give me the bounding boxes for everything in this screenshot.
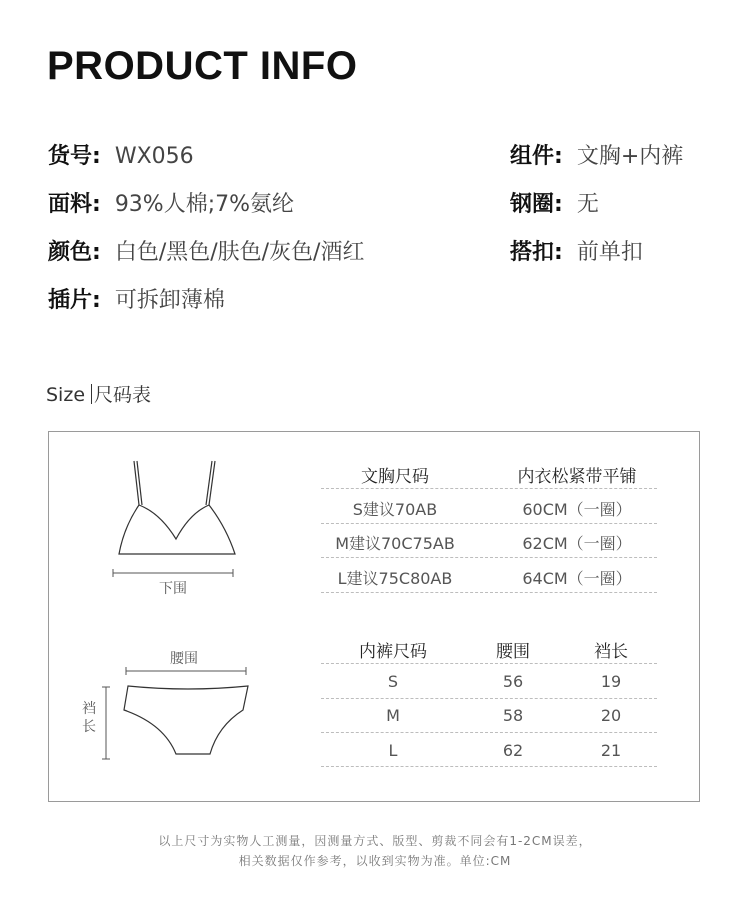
size-heading-zh: 尺码表 — [94, 384, 152, 406]
spec-key: 面料: — [48, 192, 101, 217]
spec-value: 无 — [576, 192, 599, 217]
page-title: PRODUCT INFO — [47, 44, 358, 88]
brief-table-header: 内裤尺码 — [359, 642, 427, 662]
measurement-note-line1: 以上尺寸为实物人工测量，因测量方式、版型、剪裁不同会有1-2CM误差， — [158, 834, 592, 848]
brief-waist-cell: 62 — [502, 741, 524, 760]
bra-size-cell: S建议70AB — [352, 500, 438, 519]
spec-key: 组件: — [510, 144, 563, 169]
spec-item-code — [48, 139, 194, 170]
spec-key: 颜色: — [48, 240, 101, 265]
bra-band-cell: 62CM（一圈） — [522, 534, 632, 553]
brief-rise-label: 裆长 — [82, 701, 96, 735]
measurement-note-line2: 相关数据仅作参考，以收到实物为准。单位:CM — [238, 854, 512, 868]
brief-table-header: 腰围 — [496, 642, 530, 662]
spec-key: 插片: — [48, 288, 101, 313]
bra-band-cell: 64CM（一圈） — [522, 569, 632, 588]
spec-item-color — [48, 235, 364, 266]
bra-band-cell: 60CM（一圈） — [522, 500, 632, 519]
brief-size-cell: S — [387, 672, 399, 691]
spec-value: 文胸+内裤 — [576, 144, 684, 169]
brief-size-cell: L — [388, 741, 398, 760]
divider — [321, 766, 657, 767]
brief-rise-arrow — [101, 687, 111, 759]
spec-item-fabric — [48, 187, 294, 218]
spec-value: 白色/黑色/肤色/灰色/酒红 — [114, 240, 365, 265]
spec-value: 前单扣 — [576, 240, 643, 265]
brief-waist-cell: 58 — [502, 706, 524, 725]
spec-value: 93%人棉;7%氨纶 — [114, 192, 295, 217]
briefs-icon — [118, 680, 258, 760]
bra-size-cell: L建议75C80AB — [337, 569, 453, 588]
brief-rise-cell: 21 — [600, 741, 622, 760]
brief-table-header: 裆长 — [594, 642, 628, 662]
spec-key: 钢圈: — [510, 192, 563, 217]
spec-value: 可拆卸薄棉 — [114, 288, 225, 313]
bra-measure-arrow — [113, 568, 233, 578]
brief-waist-cell: 56 — [502, 672, 524, 691]
spec-key: 搭扣: — [510, 240, 563, 265]
bra-icon — [110, 455, 240, 565]
size-section-heading — [46, 380, 151, 407]
divider — [321, 557, 657, 558]
brief-size-cell: M — [386, 706, 400, 725]
bra-size-cell: M建议70C75AB — [335, 534, 455, 553]
spec-value: WX056 — [114, 144, 194, 169]
spec-item-underwire — [510, 187, 599, 218]
spec-key: 货号: — [48, 144, 101, 169]
divider — [321, 732, 657, 733]
size-heading-en: Size — [46, 384, 86, 406]
divider — [91, 384, 92, 404]
divider — [321, 698, 657, 699]
divider — [321, 523, 657, 524]
bra-table-header: 内衣松紧带平铺 — [517, 467, 637, 487]
brief-waist-arrow — [126, 666, 246, 676]
bra-table-header: 文胸尺码 — [361, 467, 429, 487]
brief-waist-label: 腰围 — [170, 651, 198, 667]
brief-rise-cell: 20 — [600, 706, 622, 725]
spec-item-clasp — [510, 235, 643, 266]
spec-item-insert — [48, 283, 225, 314]
divider — [321, 663, 657, 664]
bra-underbust-label: 下围 — [159, 581, 187, 597]
brief-rise-cell: 19 — [600, 672, 622, 691]
spec-item-components — [510, 139, 683, 170]
divider — [321, 592, 657, 593]
divider — [321, 488, 657, 489]
